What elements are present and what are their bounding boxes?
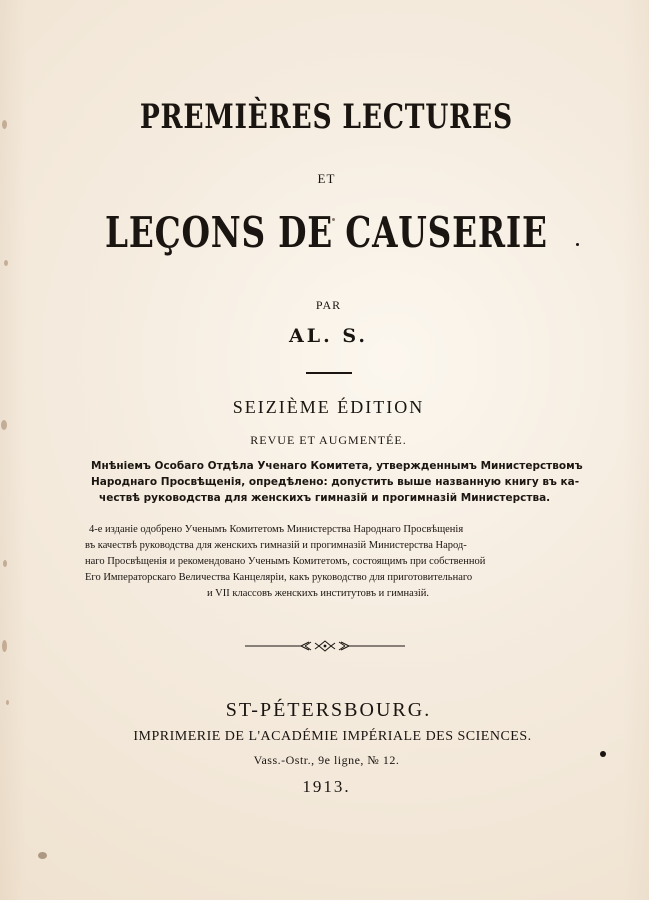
printer-address: Vass.-Ostr., 9e ligne, № 12.	[253, 753, 400, 767]
title-conjunction: ET	[317, 171, 336, 186]
title-line-2: LEÇONS DE CAUSERIE	[105, 208, 548, 257]
fleuron-ornament-icon	[245, 640, 405, 652]
approval-line: Народнаго Просвѣщенія, опредѣлено: допустить выше названную книгу въ ка-	[91, 476, 580, 488]
printer-name: IMPRIMERIE DE L'ACADÉMIE IMPÉRIALE DES SCIENCES.	[133, 729, 532, 744]
by-label: PAR	[315, 298, 342, 312]
ministry-approval	[85, 458, 583, 506]
approval-line: чествѣ руководства для женскихъ гимназій и прогимназій Министерства.	[99, 492, 551, 504]
ink-dot	[600, 751, 606, 757]
ink-dot	[576, 243, 579, 246]
edition-label: SEIZIÈME ÉDITION	[232, 397, 425, 417]
publication-year: 1913.	[302, 777, 351, 796]
divider-rule	[306, 372, 352, 374]
author-name: AL. S.	[289, 325, 368, 347]
note-line: и VII классовъ женскихъ институтовъ и гимназій.	[206, 588, 430, 599]
revision-label: REVUE ET AUGMENTÉE.	[250, 433, 407, 447]
title-line-1: PREMIÈRES LECTURES	[139, 97, 513, 137]
note-line: наго Просвѣщенія и рекомендовано Ученымъ Комитетомъ, состоящимъ при собственной	[85, 556, 486, 567]
note-line: 4-е изданіе одобрено Ученымъ Комитетомъ Министерства Народнаго Просвѣщенія	[89, 524, 464, 535]
note-line: Его Императорскаго Величества Канцеляріи, какъ руководство для приготовительнаго	[85, 572, 473, 583]
note-line: въ качествѣ руководства для женскихъ гимназій и прогимназій Министерства Народ-	[85, 540, 467, 551]
publication-city: ST-PÉTERSBOURG.	[225, 699, 432, 721]
approval-line: Мнѣніемъ Особаго Отдѣла Ученаго Комитета, утвержденнымъ Министерствомъ	[91, 460, 583, 472]
committee-note	[85, 522, 569, 602]
